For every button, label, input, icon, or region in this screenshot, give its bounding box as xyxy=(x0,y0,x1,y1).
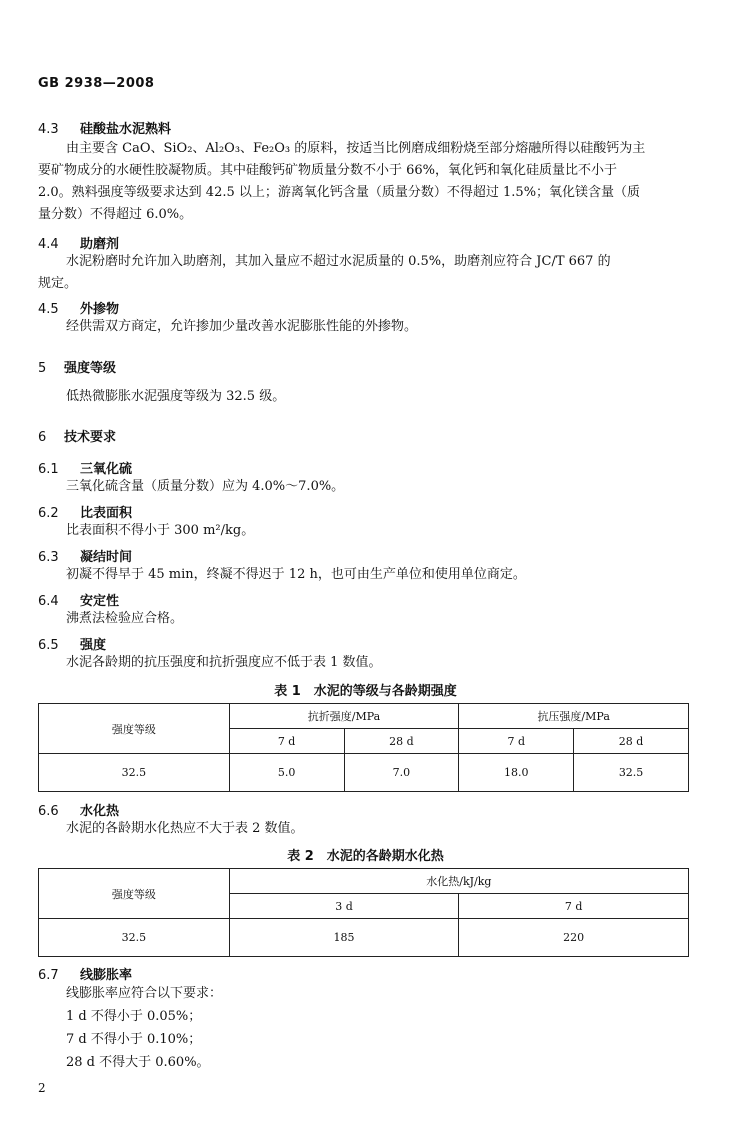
grade-column-header: 强度等级 xyxy=(39,869,230,919)
paragraph-line: 要矿物成分的水硬性胶凝物质。其中硅酸钙矿物质量分数不小于 66%，氧化钙和氧化硅质量比不小于 xyxy=(38,163,618,178)
section-title: 强度等级 xyxy=(64,361,117,376)
age-header: 7 d xyxy=(459,894,689,919)
section-title: 比表面积 xyxy=(80,506,133,521)
section-title: 三氧化硫 xyxy=(80,462,133,477)
section-title: 助磨剂 xyxy=(80,237,120,252)
page-number: 2 xyxy=(38,1081,46,1095)
section-title: 水化热 xyxy=(80,804,120,819)
section-heading-6-1 xyxy=(38,458,132,477)
section-number: 6.1 xyxy=(38,462,59,477)
section-number: 6.7 xyxy=(38,968,59,983)
section-heading-4-5 xyxy=(38,298,119,317)
paragraph-line: 7 d 不得小于 0.10%； xyxy=(66,1032,202,1047)
section-heading-6 xyxy=(38,426,116,445)
section-number: 6.2 xyxy=(38,506,59,521)
paragraph-line: 三氧化硫含量（质量分数）应为 4.0%～7.0%。 xyxy=(66,479,345,494)
section-number: 6.5 xyxy=(38,638,59,653)
section-number: 4.3 xyxy=(38,122,59,137)
section-number: 4.4 xyxy=(38,237,59,252)
paragraph-line: 量分数）不得超过 6.0%。 xyxy=(38,207,193,222)
section-title: 线膨胀率 xyxy=(80,968,133,983)
table-1-caption: 表 1 水泥的等级与各龄期强度 xyxy=(274,684,457,699)
table-row xyxy=(39,919,689,957)
section-number: 6.3 xyxy=(38,550,59,565)
section-heading-4-4 xyxy=(38,233,119,252)
section-title: 外掺物 xyxy=(80,302,120,317)
strength-table xyxy=(38,703,689,792)
section-number: 6.4 xyxy=(38,594,59,609)
paragraph-line: 低热微膨胀水泥强度等级为 32.5 级。 xyxy=(66,389,286,404)
value-cell: 5.0 xyxy=(229,754,344,792)
section-title: 技术要求 xyxy=(64,430,117,445)
grade-cell: 32.5 xyxy=(39,919,230,957)
value-cell: 220 xyxy=(459,919,689,957)
grade-cell: 32.5 xyxy=(39,754,230,792)
paragraph-line: 经供需双方商定，允许掺加少量改善水泥膨胀性能的外掺物。 xyxy=(66,319,418,334)
age-header: 28 d xyxy=(344,729,459,754)
section-title: 安定性 xyxy=(80,594,120,609)
section-heading-6-4 xyxy=(38,590,119,609)
compressive-strength-header: 抗压强度/MPa xyxy=(459,704,689,729)
flexural-strength-header: 抗折强度/MPa xyxy=(229,704,459,729)
age-header: 3 d xyxy=(229,894,459,919)
value-cell: 185 xyxy=(229,919,459,957)
table-2-caption: 表 2 水泥的各龄期水化热 xyxy=(287,849,444,864)
grade-column-header: 强度等级 xyxy=(39,704,230,754)
age-header: 7 d xyxy=(229,729,344,754)
section-heading-5 xyxy=(38,357,116,376)
section-heading-6-5 xyxy=(38,634,106,653)
value-cell: 32.5 xyxy=(574,754,689,792)
paragraph-line: 规定。 xyxy=(38,276,78,291)
paragraph-line: 初凝不得早于 45 min，终凝不得迟于 12 h，也可由生产单位和使用单位商定。 xyxy=(66,567,526,582)
section-heading-6-7 xyxy=(38,964,132,983)
section-title: 强度 xyxy=(80,638,107,653)
paragraph-line: 沸煮法检验应合格。 xyxy=(66,611,184,626)
section-heading-6-6 xyxy=(38,800,119,819)
section-heading-4-3 xyxy=(38,118,171,137)
hydration-heat-table xyxy=(38,868,689,957)
paragraph-line: 水泥的各龄期水化热应不大于表 2 数值。 xyxy=(66,821,304,836)
section-number: 5 xyxy=(38,361,47,376)
section-number: 4.5 xyxy=(38,302,59,317)
value-cell: 18.0 xyxy=(459,754,574,792)
paragraph-line: 比表面积不得小于 300 m²/kg。 xyxy=(66,523,255,538)
value-cell: 7.0 xyxy=(344,754,459,792)
section-number: 6.6 xyxy=(38,804,59,819)
age-header: 7 d xyxy=(459,729,574,754)
paragraph-line: 水泥各龄期的抗压强度和抗折强度应不低于表 1 数值。 xyxy=(66,655,382,670)
table-row xyxy=(39,754,689,792)
paragraph-line: 2.0。熟料强度等级要求达到 42.5 以上；游离氧化钙含量（质量分数）不得超过 1.5%；氧化镁含量（质 xyxy=(38,185,641,200)
section-title: 硅酸盐水泥熟料 xyxy=(80,122,172,137)
standard-code-header: GB 2938—2008 xyxy=(38,76,155,91)
paragraph-line: 28 d 不得大于 0.60%。 xyxy=(66,1055,210,1070)
hydration-heat-header: 水化热/kJ/kg xyxy=(229,869,688,894)
paragraph-line: 由主要含 CaO、SiO₂、Al₂O₃、Fe₂O₃ 的原料，按适当比例磨成细粉烧至部分熔融所得以硅酸钙为主 xyxy=(66,141,646,156)
section-number: 6 xyxy=(38,430,47,445)
section-title: 凝结时间 xyxy=(80,550,133,565)
paragraph-line: 1 d 不得小于 0.05%； xyxy=(66,1009,202,1024)
paragraph-line: 水泥粉磨时允许加入助磨剂，其加入量应不超过水泥质量的 0.5%，助磨剂应符合 JC/T 667 的 xyxy=(66,254,611,269)
section-heading-6-2 xyxy=(38,502,132,521)
age-header: 28 d xyxy=(574,729,689,754)
paragraph-line: 线膨胀率应符合以下要求： xyxy=(66,986,223,1001)
section-heading-6-3 xyxy=(38,546,132,565)
